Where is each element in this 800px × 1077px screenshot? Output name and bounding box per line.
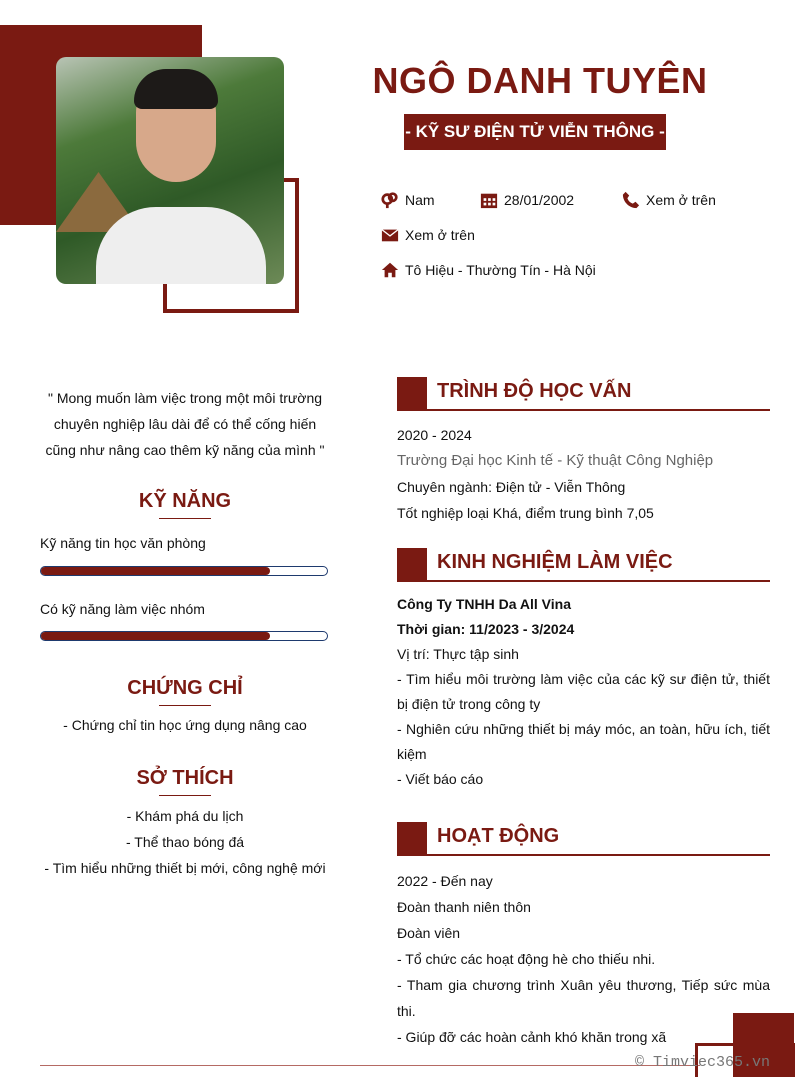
home-icon	[381, 261, 399, 279]
phone-value: Xem ở trên	[646, 192, 716, 208]
hobby-item: - Tìm hiểu những thiết bị mới, công nghệ mới	[44, 860, 326, 876]
activities-heading: HOẠT ĐỘNG	[437, 825, 560, 847]
divider	[159, 795, 211, 796]
hobbies-heading: SỞ THÍCH	[136, 767, 234, 789]
experience-line: - Nghiên cứu những thiết bị máy móc, an toàn, hữu ích, tiết kiệm	[397, 721, 770, 762]
activity-line: - Tổ chức các hoạt động hè cho thiếu nhi.	[397, 951, 656, 967]
experience-content	[397, 592, 770, 792]
activities-content	[397, 868, 770, 1050]
activity-period: 2022 - Đến nay	[397, 873, 493, 889]
hobbies-list	[30, 803, 340, 881]
certificate-item: - Chứng chỉ tin học ứng dụng nâng cao	[63, 717, 307, 733]
divider	[159, 518, 211, 519]
address-value: Tô Hiệu - Thường Tín - Hà Nội	[405, 262, 596, 278]
gender-icon	[381, 191, 399, 209]
activity-role: Đoàn viên	[397, 925, 461, 941]
skills-heading: KỸ NĂNG	[138, 490, 232, 512]
skill-bar-fill	[41, 632, 270, 640]
skill-bar	[40, 631, 328, 641]
experience-position: Vị trí: Thực tập sinh	[397, 646, 519, 662]
activity-org: Đoàn thanh niên thôn	[397, 899, 531, 915]
experience-line: - Viết báo cáo	[397, 771, 484, 787]
watermark: © Timviec365.vn	[634, 1054, 770, 1071]
skill-bar	[40, 566, 328, 576]
education-heading: TRÌNH ĐỘ HỌC VẤN	[437, 380, 632, 402]
activities-section-header	[397, 822, 770, 856]
calendar-icon	[480, 191, 498, 209]
email-value: Xem ở trên	[405, 227, 475, 243]
phone-info	[622, 191, 716, 209]
skill-label: Có kỹ năng làm việc nhóm	[40, 601, 205, 617]
profile-photo	[56, 57, 284, 284]
phone-icon	[622, 191, 640, 209]
gender-value: Nam	[405, 192, 435, 208]
education-result: Tốt nghiệp loại Khá, điểm trung bình 7,05	[397, 505, 654, 521]
email-info	[381, 226, 475, 244]
divider	[159, 705, 211, 706]
job-title: - KỸ SƯ ĐIỆN TỬ VIỄN THÔNG -	[404, 114, 666, 150]
experience-line: - Tìm hiểu môi trường làm việc của các kỹ sư điện tử, thiết bị điện tử trong công ty	[397, 671, 770, 712]
skill-label: Kỹ năng tin học văn phòng	[40, 535, 206, 551]
address-info	[381, 261, 596, 279]
experience-company: Công Ty TNHH Da All Vina	[397, 596, 571, 612]
activity-line: - Tham gia chương trình Xuân yêu thương, Tiếp sức mùa thi.	[397, 977, 770, 1019]
skill-bar-fill	[41, 567, 270, 575]
candidate-name: NGÔ DANH TUYÊN	[372, 60, 708, 101]
education-content	[397, 422, 770, 526]
gender-info	[381, 191, 435, 209]
email-icon	[381, 226, 399, 244]
hobby-item: - Khám phá du lịch	[126, 808, 244, 824]
education-period: 2020 - 2024	[397, 427, 472, 443]
footer-line	[40, 1065, 700, 1066]
experience-section-header	[397, 548, 770, 582]
education-major: Chuyên ngành: Điện tử - Viễn Thông	[397, 479, 626, 495]
birthday-info	[480, 191, 574, 209]
birthday-value: 28/01/2002	[504, 192, 575, 208]
experience-time: Thời gian: 11/2023 - 3/2024	[397, 621, 575, 637]
certificates-heading: CHỨNG CHỈ	[127, 677, 243, 699]
education-section-header	[397, 377, 770, 411]
activity-line: - Giúp đỡ các hoàn cảnh khó khăn trong xã	[397, 1029, 667, 1045]
experience-heading: KINH NGHIỆM LÀM VIỆC	[437, 551, 673, 573]
hobby-item: - Thể thao bóng đá	[125, 834, 245, 850]
education-school: Trường Đại học Kinh tế - Kỹ thuật Công Nghiệp	[397, 452, 714, 469]
career-objective: " Mong muốn làm việc trong một môi trường chuyên nghiệp lâu dài để có thể cống hiến cũng như nâng cao thêm kỹ năng của mình "	[45, 390, 325, 458]
